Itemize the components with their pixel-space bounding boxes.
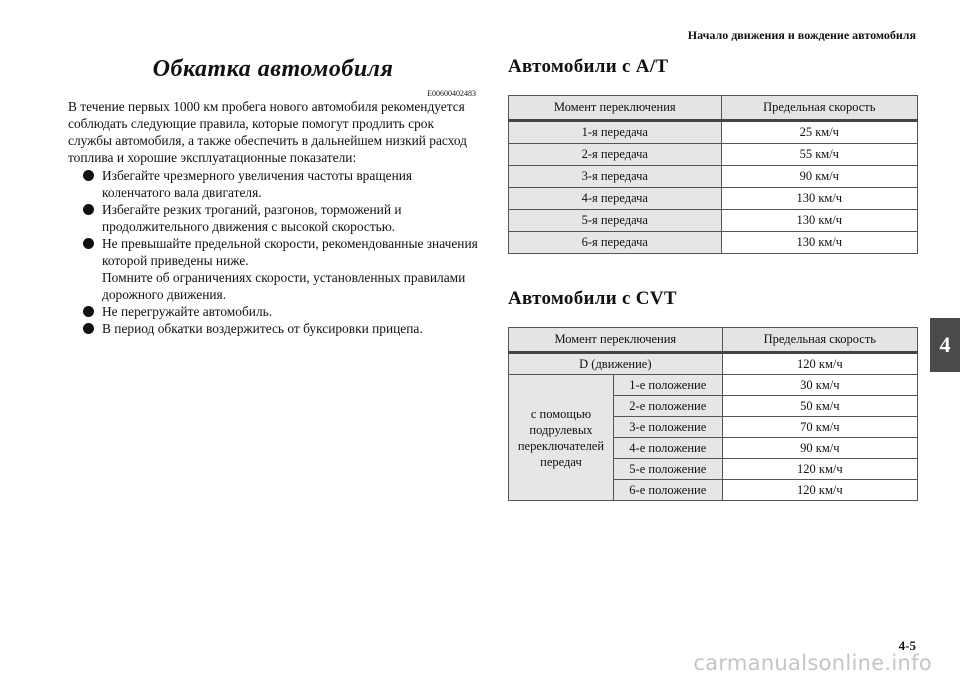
breakin-intro: В течение первых 1000 км пробега нового автомобиля рекомендуется соблюдать следующие правила, которые помогут продлить срок службы автомобиля, а также обеспечить в дальнейшем низкий расход топлива и хорошие эксплуатационные показатели: bbox=[68, 99, 467, 165]
table-row bbox=[509, 144, 918, 166]
bullet-text: Не превышайте предельной скорости, рекомендованные значения которой приведены ниже. bbox=[102, 236, 478, 268]
page-number: 4-5 bbox=[898, 638, 916, 653]
bullet-item bbox=[68, 201, 478, 235]
gear-cell: 3-я передача bbox=[509, 166, 722, 188]
table-header: Момент переключения bbox=[509, 96, 722, 121]
bullet-text: Избегайте чрезмерного увеличения частоты вращения коленчатого вала двигателя. bbox=[102, 168, 413, 200]
at-speed-table bbox=[508, 95, 918, 254]
bullet-icon bbox=[83, 323, 94, 334]
speed-cell: 130 км/ч bbox=[721, 232, 917, 254]
page-header-title: Начало движения и вождение автомобиля bbox=[687, 28, 916, 42]
table-row bbox=[509, 232, 918, 254]
breakin-title: Обкатка автомобиля bbox=[152, 56, 394, 82]
speed-cell: 50 км/ч bbox=[722, 396, 917, 417]
table-row bbox=[509, 121, 918, 144]
table-row bbox=[509, 375, 918, 396]
table-header: Предельная скорость bbox=[721, 96, 917, 121]
gear-cell: 4-я передача bbox=[509, 188, 722, 210]
bullet-text: Избегайте резких троганий, разгонов, торможений и продолжительного движения с высокой скоростью. bbox=[102, 202, 402, 234]
bullet-icon bbox=[83, 170, 94, 181]
table-row bbox=[509, 210, 918, 232]
speed-cell: 130 км/ч bbox=[721, 188, 917, 210]
table-header: Предельная скорость bbox=[722, 328, 917, 353]
speed-cell: 25 км/ч bbox=[721, 121, 917, 144]
table-row bbox=[509, 188, 918, 210]
speed-cell: 120 км/ч bbox=[722, 459, 917, 480]
breakin-bullets bbox=[68, 167, 478, 337]
speed-cell: 90 км/ч bbox=[722, 438, 917, 459]
mode-cell: D (движение) bbox=[509, 353, 723, 375]
position-cell: 6-е положение bbox=[613, 480, 722, 501]
watermark: carmanualsonline.info bbox=[693, 651, 932, 675]
at-heading: Автомобили с A/T bbox=[508, 56, 669, 77]
bullet-icon bbox=[83, 204, 94, 215]
cvt-heading: Автомобили с CVT bbox=[508, 288, 677, 309]
bullet-item bbox=[68, 235, 478, 303]
speed-cell: 30 км/ч bbox=[722, 375, 917, 396]
table-row bbox=[509, 166, 918, 188]
gear-cell: 6-я передача bbox=[509, 232, 722, 254]
cvt-speed-table bbox=[508, 327, 918, 501]
bullet-item bbox=[68, 303, 478, 320]
gear-cell: 1-я передача bbox=[509, 121, 722, 144]
speed-cell: 120 км/ч bbox=[722, 480, 917, 501]
paddle-shift-cell: с помощью подрулевых переключателей передач bbox=[509, 375, 614, 501]
section-code: E00600402483 bbox=[427, 89, 476, 98]
bullet-item bbox=[68, 167, 478, 201]
bullet-note: Помните об ограничениях скорости, установленных правилами дорожного движения. bbox=[102, 270, 466, 302]
bullet-text: В период обкатки воздержитесь от буксировки прицепа. bbox=[102, 321, 423, 336]
bullet-item bbox=[68, 320, 478, 337]
speed-cell: 70 км/ч bbox=[722, 417, 917, 438]
speed-cell: 120 км/ч bbox=[722, 353, 917, 375]
table-row bbox=[509, 353, 918, 375]
gear-cell: 5-я передача bbox=[509, 210, 722, 232]
bullet-icon bbox=[83, 238, 94, 249]
speed-limits-section bbox=[508, 56, 918, 501]
position-cell: 4-е положение bbox=[613, 438, 722, 459]
position-cell: 2-е положение bbox=[613, 396, 722, 417]
bullet-text: Не перегружайте автомобиль. bbox=[102, 304, 273, 319]
position-cell: 1-е положение bbox=[613, 375, 722, 396]
speed-cell: 55 км/ч bbox=[721, 144, 917, 166]
position-cell: 3-е положение bbox=[613, 417, 722, 438]
speed-cell: 130 км/ч bbox=[721, 210, 917, 232]
table-header: Момент переключения bbox=[509, 328, 723, 353]
bullet-icon bbox=[83, 306, 94, 317]
position-cell: 5-е положение bbox=[613, 459, 722, 480]
breakin-section bbox=[68, 56, 478, 337]
chapter-tab: 4 bbox=[930, 318, 960, 372]
gear-cell: 2-я передача bbox=[509, 144, 722, 166]
speed-cell: 90 км/ч bbox=[721, 166, 917, 188]
